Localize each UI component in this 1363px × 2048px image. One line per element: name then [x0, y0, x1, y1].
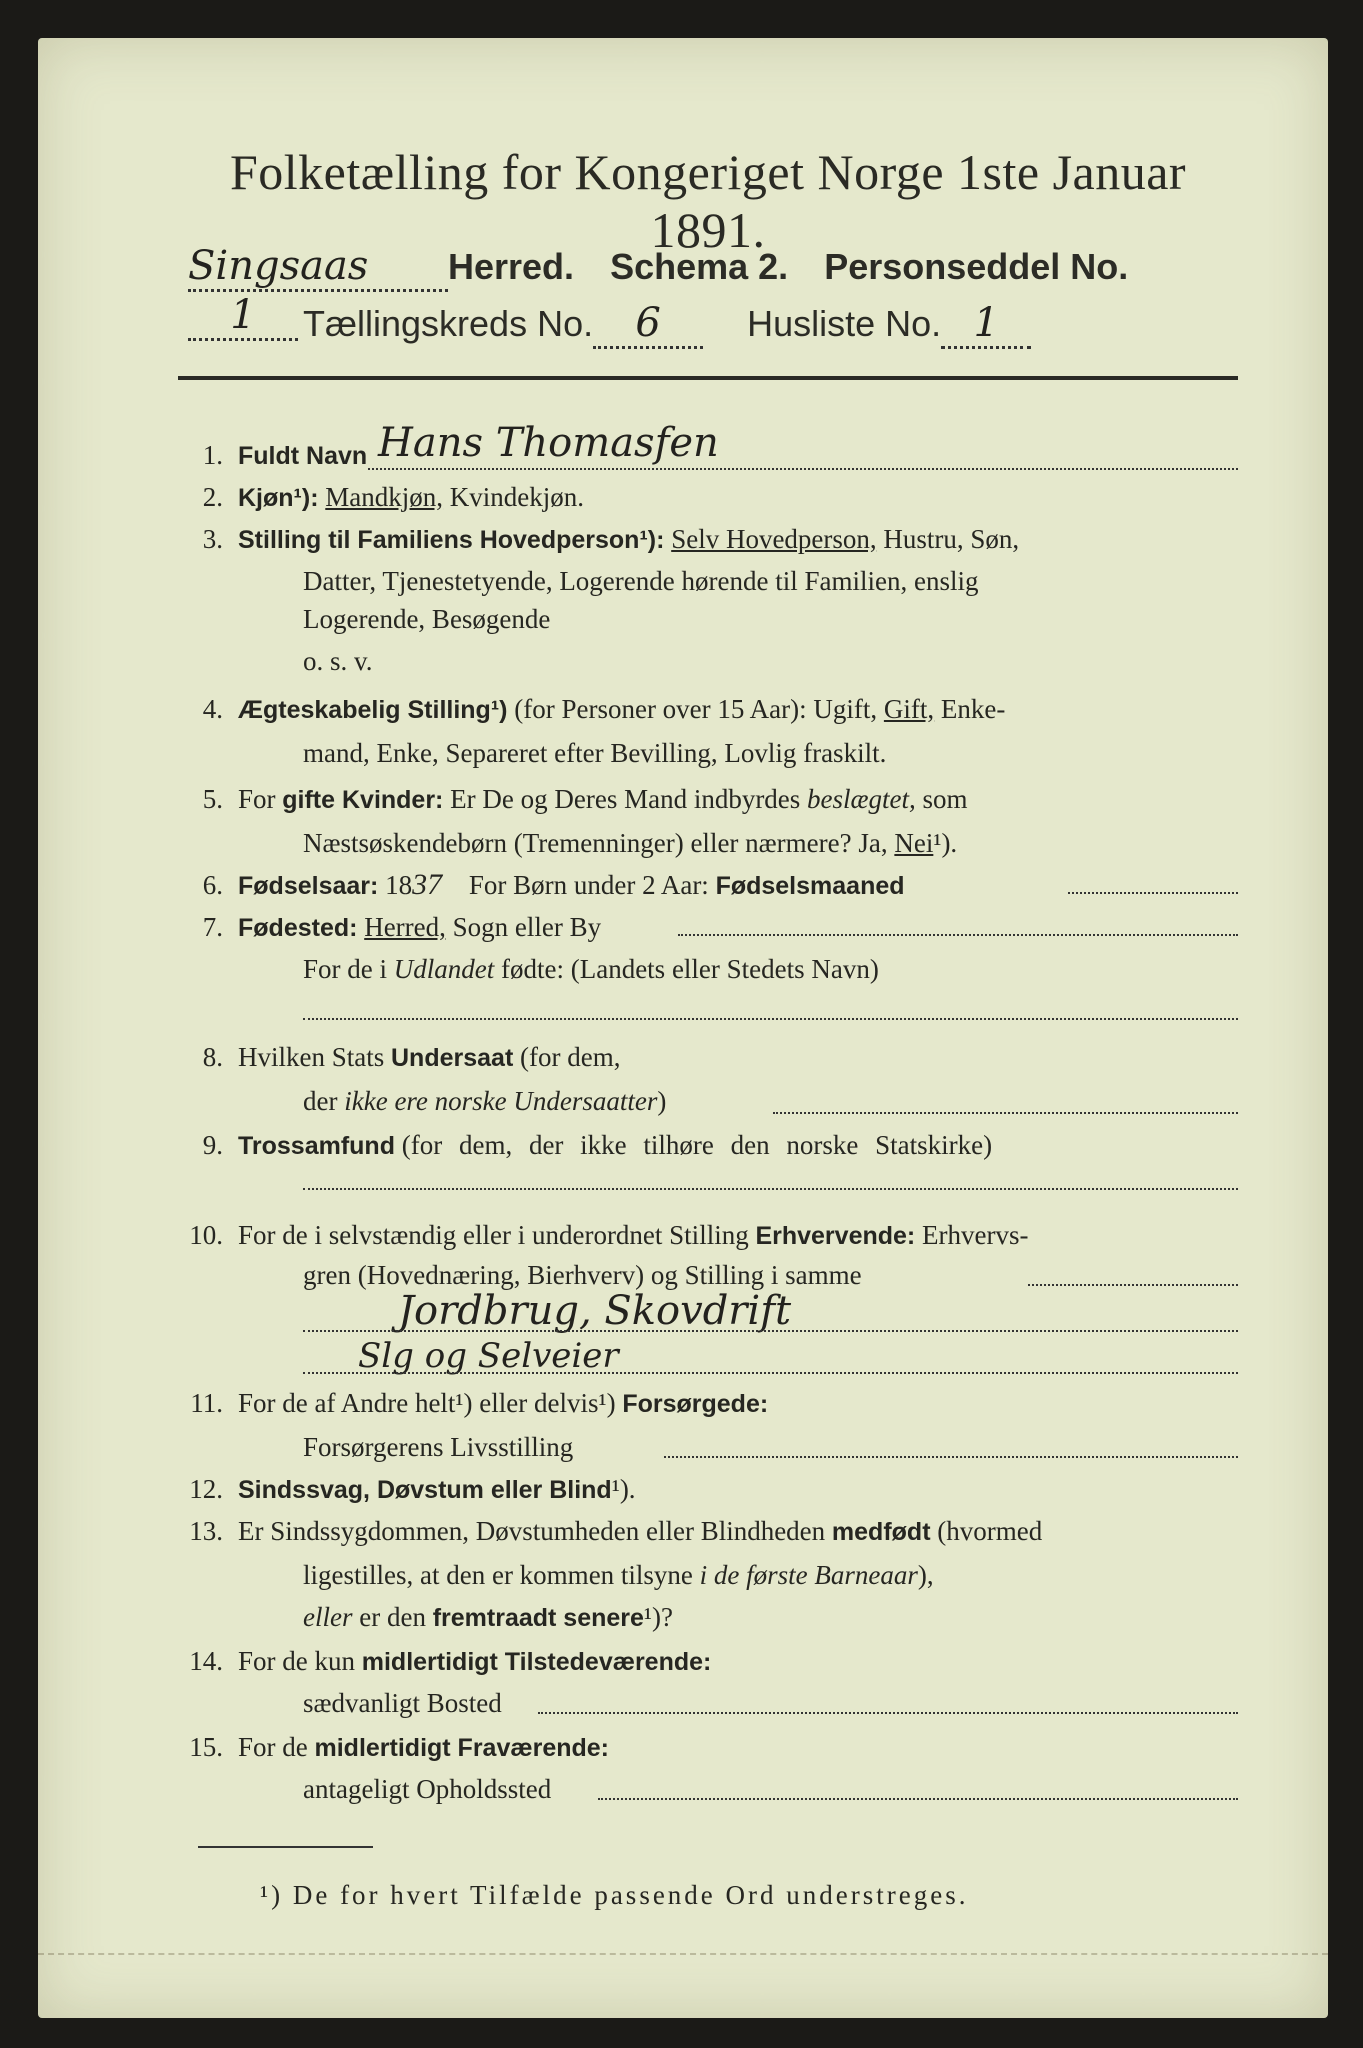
question-13-cont: ligestilles, at den er kommen tilsyne i de første Barneaar), [303, 1560, 934, 1590]
q8-fill [773, 1112, 1238, 1114]
answer-birth-year: 37 [412, 868, 443, 901]
answer-occupation-2: Slg og Selveier [358, 1336, 619, 1376]
kreds-line [303, 300, 1203, 349]
question-14: 14. For de kun midlertidigt Tilstedeværende: [189, 1646, 712, 1676]
question-5: 5. For gifte Kvinder: Er De og Deres Mand indbyrdes beslægtet, som [202, 784, 968, 814]
question-15: 15. For de midlertidigt Fraværende: [189, 1732, 609, 1762]
husliste-label: Husliste No. [747, 303, 942, 344]
question-13-cont2: eller er den fremtraadt senere¹)? [303, 1602, 673, 1632]
perforation-line [38, 1953, 1328, 1959]
answer-name-line [368, 468, 1238, 470]
question-7-cont: For de i Udlandet fødte: (Landets eller Stedets Navn) [303, 954, 879, 984]
question-4: 4. Ægteskabelig Stilling¹) (for Personer over 15 Aar): Ugift, Gift, Enke- [202, 694, 1006, 724]
taellingskreds-number: 6 [593, 300, 703, 349]
question-11-cont: Forsørgerens Livsstilling [303, 1432, 574, 1462]
question-2: 2. Kjøn¹): Mandkjøn, Kvindekjøn. [202, 482, 585, 512]
herred-line: Singsaas Herred. Schema 2. Personseddel No.1 [188, 243, 1238, 341]
question-10-cont: gren (Hovednæring, Bierhverv) og Stilling i samme [303, 1260, 862, 1290]
taellingskreds-label: Tællingskreds No. [303, 303, 594, 344]
schema-label: Schema 2. [610, 246, 789, 287]
question-3: 3. Stilling til Familiens Hovedperson¹): Selv Hovedperson, Hustru, Søn, [202, 524, 1020, 554]
q7-fill-2 [303, 1018, 1238, 1020]
q10-fill-2 [303, 1330, 1238, 1332]
question-5-cont: Næstsøskendebørn (Tremenninger) eller nærmere? Ja, Nei¹). [303, 828, 958, 858]
q10-fill-3 [303, 1372, 1238, 1374]
census-form [38, 38, 1328, 2018]
q9-fill [303, 1188, 1238, 1190]
question-14-cont: sædvanligt Bosted [303, 1688, 502, 1718]
footnote: ¹) De for hvert Tilfælde passende Ord understreges. [260, 1880, 969, 1910]
q15-fill [598, 1798, 1238, 1800]
question-8-cont: der ikke ere norske Undersaatter) [303, 1086, 667, 1116]
question-4-cont: mand, Enke, Separeret efter Bevilling, Lovlig fraskilt. [303, 738, 887, 768]
footnote-divider [198, 1846, 373, 1848]
question-13: 13. Er Sindssygdommen, Døvstumheden eller Blindheden medfødt (hvormed [189, 1516, 1043, 1546]
question-11: 11. For de af Andre helt¹) eller delvis¹) Forsørgede: [190, 1388, 769, 1418]
q11-fill [664, 1456, 1238, 1458]
question-12: 12. Sindssvag, Døvstum eller Blind¹). [189, 1474, 636, 1504]
answer-name: Hans Thomasfen [378, 420, 719, 466]
question-6: 6. Fødselsaar: 1837 For Børn under 2 Aar: Fødselsmaaned [202, 868, 905, 901]
question-7: 7. Fødested: Herred, Sogn eller By [202, 912, 602, 942]
question-1: 1. Fuldt Navn [202, 440, 368, 470]
q14-fill [538, 1712, 1238, 1714]
question-9: 9. Trossamfund (for dem, der ikke tilhøre den norske Statskirke) [202, 1130, 993, 1160]
question-3-cont: Datter, Tjenestetyende, Logerende hørende til Familien, enslig Logerende, Besøgende o. s. v. [303, 566, 979, 676]
question-10: 10. For de i selvstændig eller i underordnet Stilling Erhvervende: Erhvervs- [189, 1220, 1029, 1250]
q6-fill [1068, 892, 1238, 894]
herred-name: Singsaas [188, 243, 448, 292]
question-15-cont: antageligt Opholdssted [303, 1774, 552, 1804]
header-divider [178, 376, 1238, 380]
form-title: Folketælling for Kongeriget Norge 1ste Januar 1891. [229, 144, 1187, 258]
question-8: 8. Hvilken Stats Undersaat (for dem, [202, 1042, 621, 1072]
answer-occupation-1: Jordbrug, Skovdrift [398, 1288, 792, 1334]
personseddel-label: Personseddel No. [824, 246, 1129, 287]
q7-fill [678, 934, 1238, 936]
husliste-number: 1 [941, 300, 1031, 349]
personseddel-number: 1 [188, 292, 298, 341]
q10-fill [1028, 1284, 1238, 1286]
